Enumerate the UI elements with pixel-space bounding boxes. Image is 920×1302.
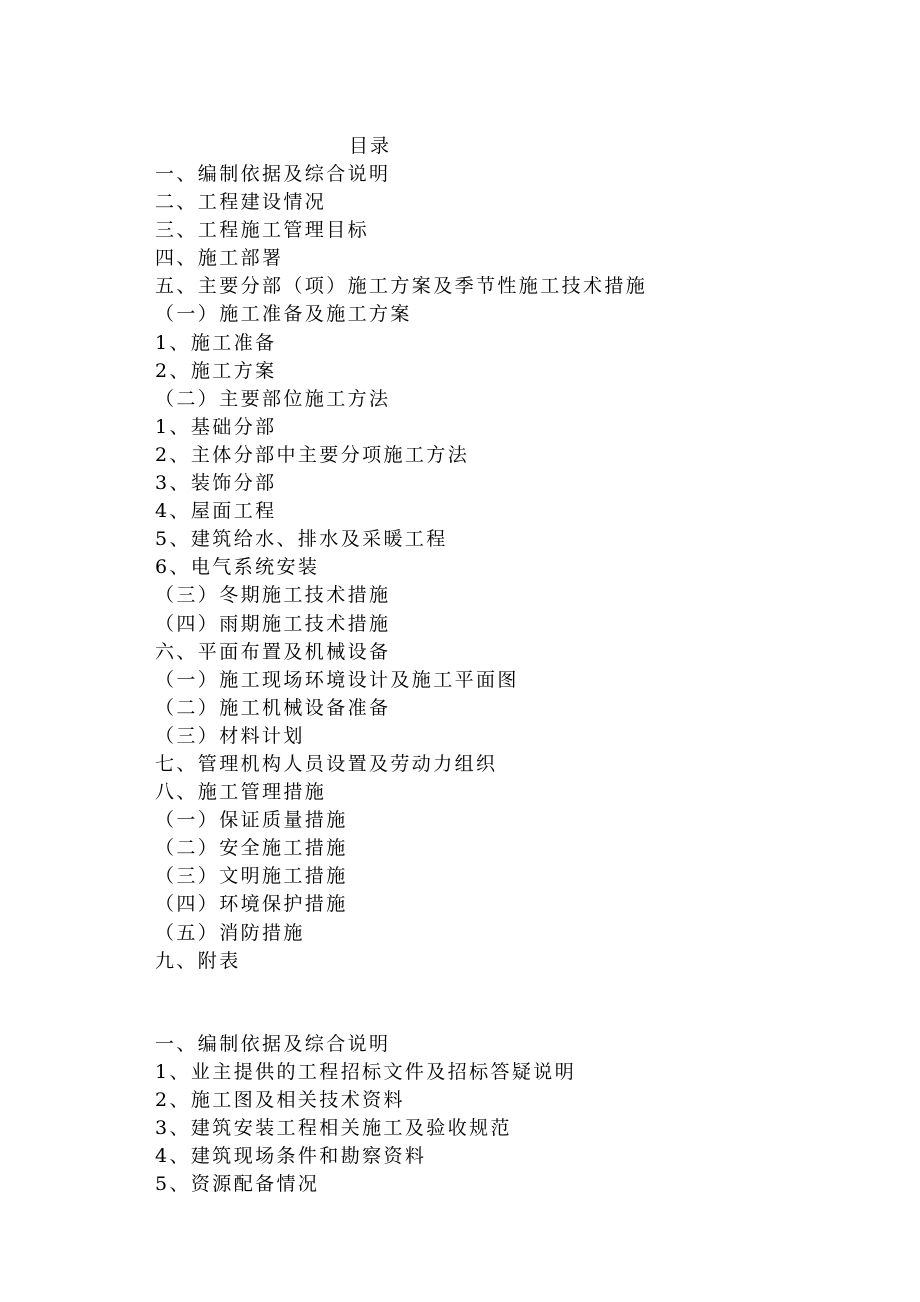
section-item: 1、业主提供的工程招标文件及招标答疑说明 [155,1061,577,1083]
toc-item: 一、编制依据及综合说明 [155,163,391,185]
toc-item: （三）材料计划 [155,724,305,747]
toc-item: 八、施工管理措施 [155,781,327,804]
toc-item: 2、施工方案 [155,359,277,382]
toc-item: 三、工程施工管理目标 [155,219,370,242]
toc-item: 3、装饰分部 [155,472,277,495]
section-item: 5、资源配备情况 [155,1173,320,1196]
toc-item: （五）消防措施 [155,921,305,944]
toc-item: （一）施工现场环境设计及施工平面图 [155,668,519,691]
section-item: 3、建筑安装工程相关施工及验收规范 [155,1117,512,1140]
toc-item: 四、施工部署 [155,247,284,270]
toc-item: 七、管理机构人员设置及劳动力组织 [155,752,498,775]
toc-list [155,160,647,975]
toc-item: 1、施工准备 [155,331,277,354]
toc-item: 二、工程建设情况 [155,191,327,214]
toc-item: （一）保证质量措施 [155,809,348,832]
toc-item: （一）施工准备及施工方案 [155,303,412,326]
toc-item: 2、主体分部中主要分项施工方法 [155,443,470,466]
toc-item: 5、建筑给水、排水及采暖工程 [155,528,448,551]
toc-item: （四）雨期施工技术措施 [155,612,391,635]
toc-item: （二）施工机械设备准备 [155,696,391,719]
toc-item: 五、主要分部（项）施工方案及季节性施工技术措施 [155,275,648,298]
toc-title: 目录 [348,135,391,157]
section-list [155,1058,576,1198]
toc-item: 4、屋面工程 [155,500,277,523]
toc-item: 六、平面布置及机械设备 [155,640,391,663]
toc-item: （二）安全施工措施 [155,837,348,860]
section-item: 2、施工图及相关技术资料 [155,1089,405,1112]
toc-item: （三）文明施工措施 [155,865,348,888]
toc-item: 九、附表 [155,949,241,972]
toc-item: （二）主要部位施工方法 [155,387,391,410]
toc-item: 6、电气系统安装 [155,556,320,579]
toc-item: 1、基础分部 [155,415,277,438]
toc-item: （三）冬期施工技术措施 [155,584,391,607]
toc-item: （四）环境保护措施 [155,893,348,916]
section-heading: 一、编制依据及综合说明 [155,1033,391,1055]
section-item: 4、建筑现场条件和勘察资料 [155,1145,427,1168]
